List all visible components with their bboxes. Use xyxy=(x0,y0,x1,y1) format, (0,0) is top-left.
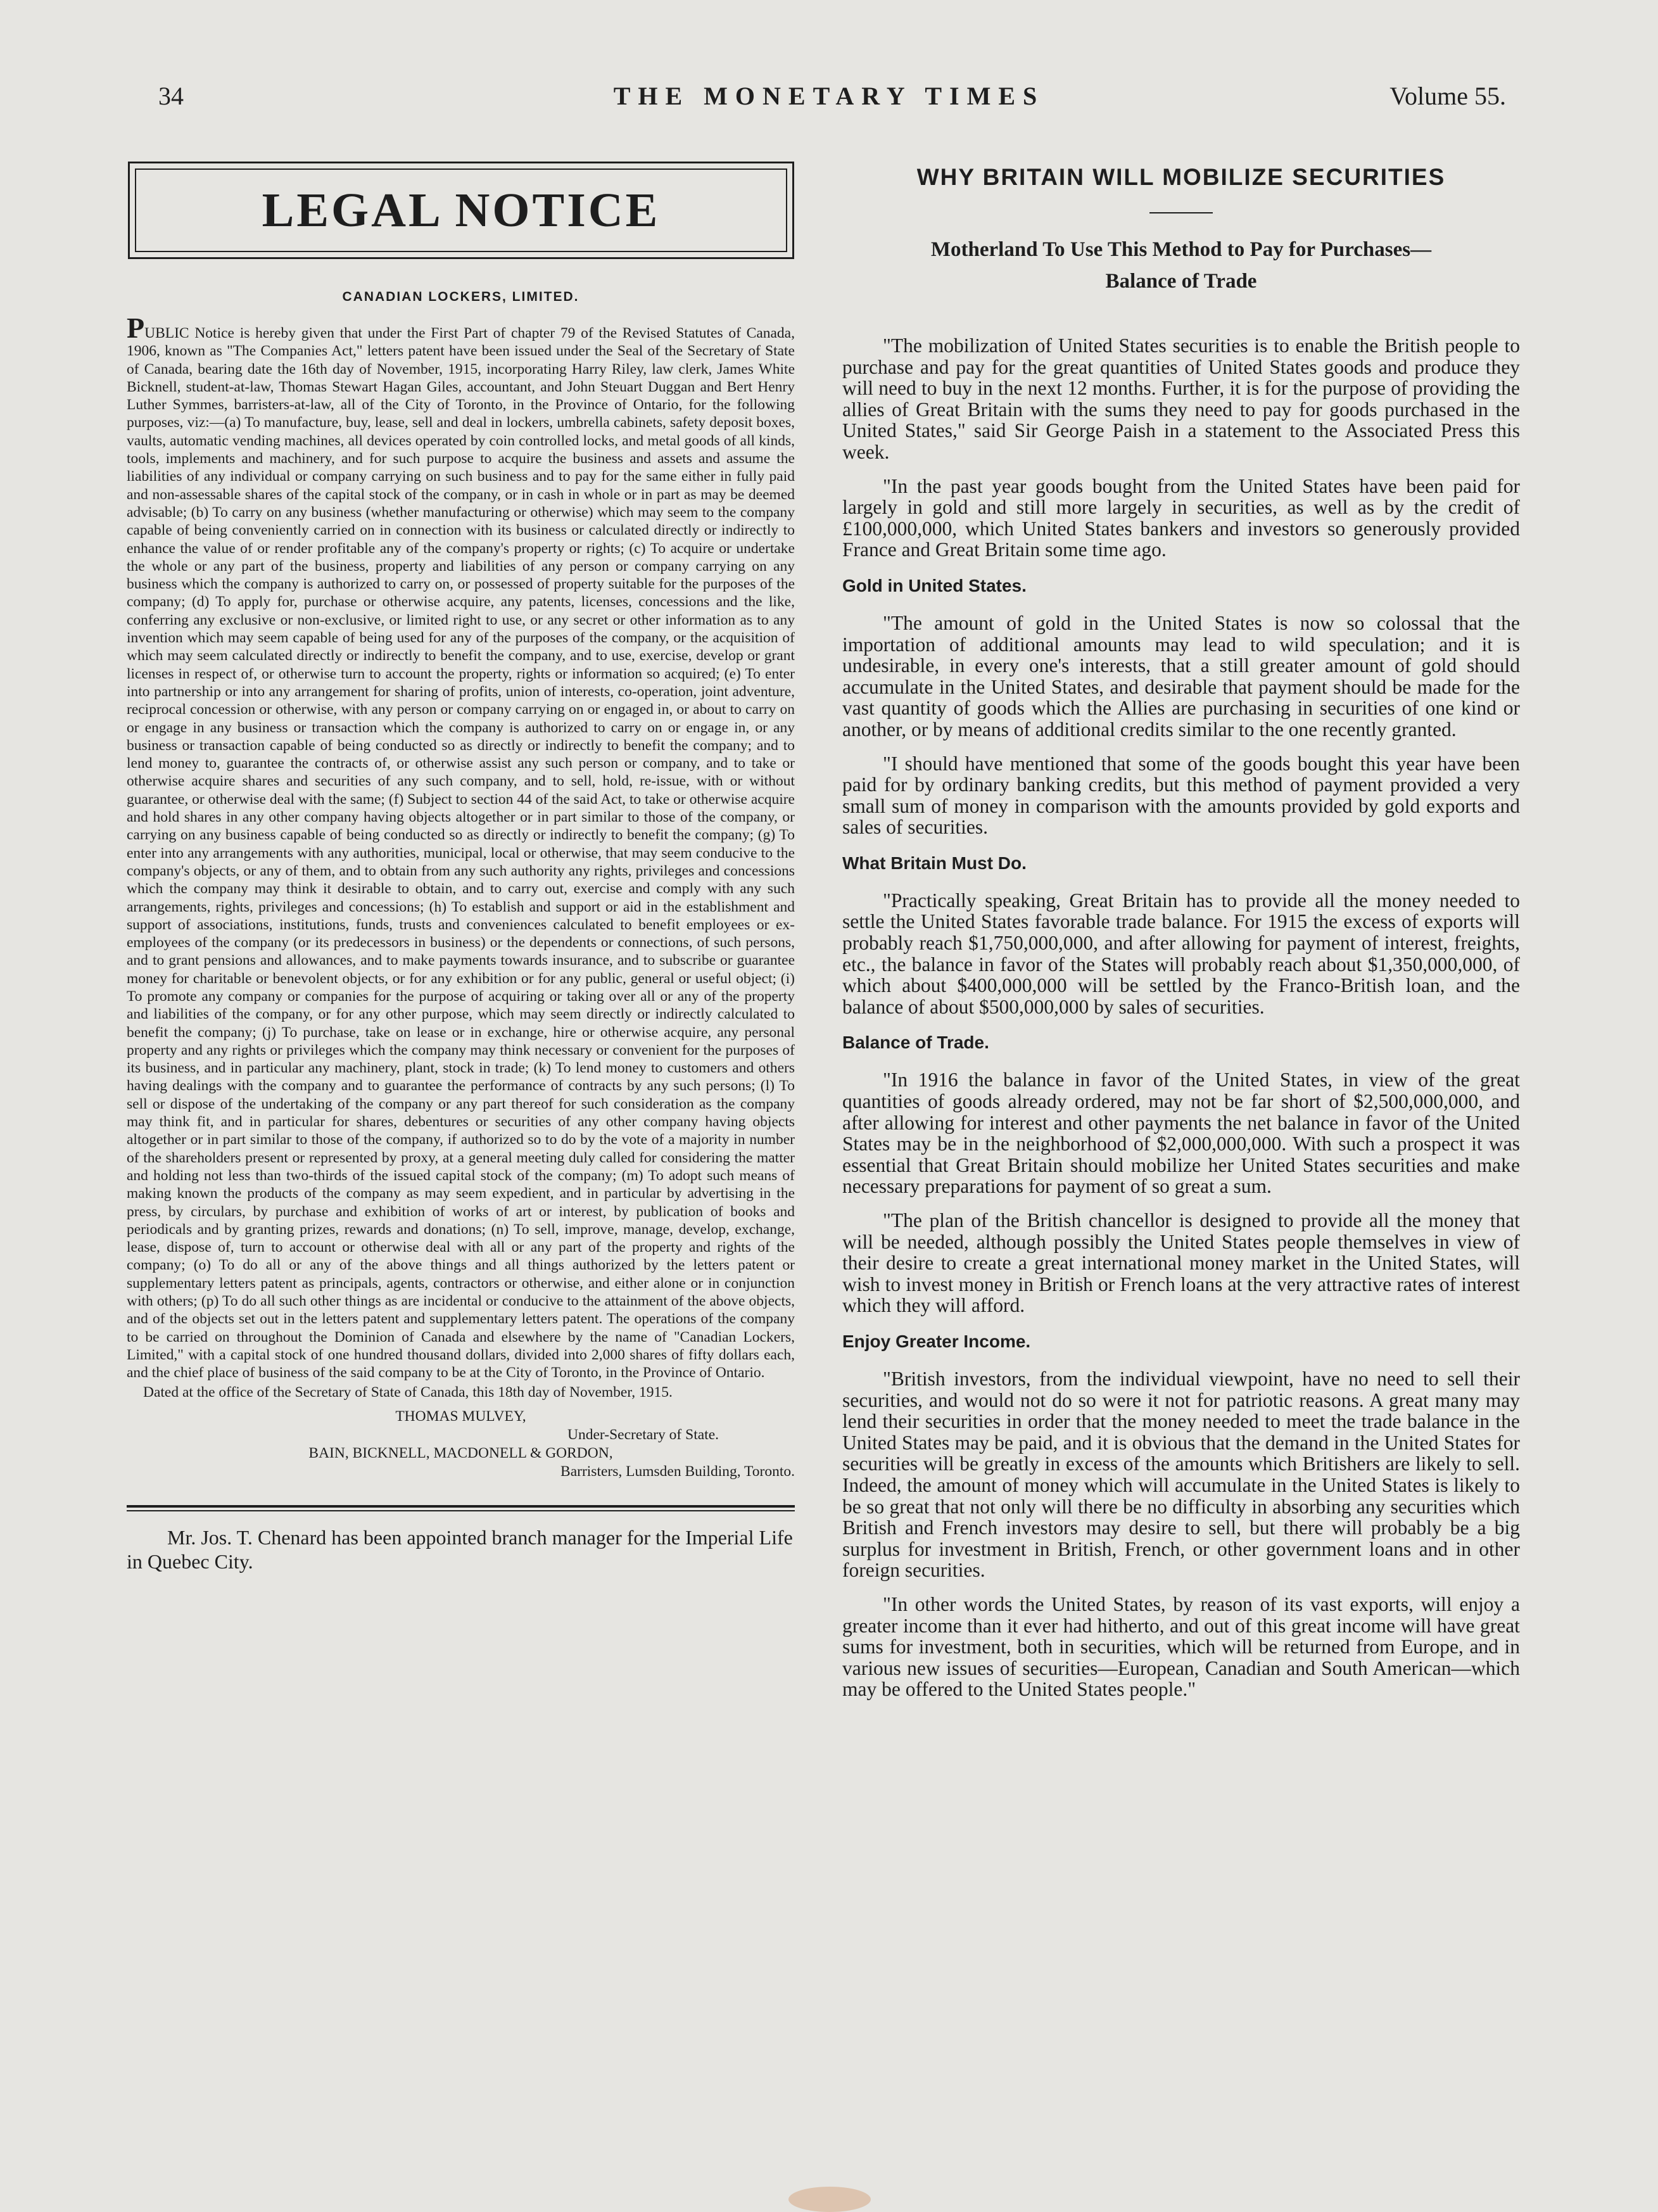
section-heading: What Britain Must Do. xyxy=(842,853,1027,873)
subhead-line-1: Motherland To Use This Method to Pay for Purchases— xyxy=(930,238,1432,261)
article-paragraph: "In other words the United States, by reason of its vast exports, will enjoy a greater income than it ever had hitherto, and out of this great income will have great sums for investment, both in securities, which will be returned from Europe, and in various new issues of securities—European, Canadian and South American—which may be offered to the United States people." xyxy=(842,1592,1520,1701)
legal-notice-text: UBLIC Notice is hereby given that under the First Part of chapter 79 of the Revised Statutes of Canada, 1906, known as "The Companies Act," letters patent have been issued under the Seal of the Secretary of State of Canada, bearing date the 16th day of November, 1915, incorporating Harry Riley, law clerk, James White Bicknell, student-at-law, Thomas Stewart Hagan Giles, accountant, and John Steuart Duggan and Bert Henry Luther Symmes, barristers-at-law, all of the City of Toronto, in the Province of Ontario, for the following purposes, viz:—(a) To manufacture, buy, lease, sell and deal in lockers, umbrella cabinets, safety deposit boxes, vaults, automatic vending machines, all devices operated by coin controlled locks, and metal goods of all kinds, tools, implements and machinery, and for such purpose to acquire the business and assets and assume the liabilities of any individual or company carrying on such business and to pay for the same either in fully paid and non-assessable shares of the capital stock of the company, or in cash in whole or in part as may be deemed advisable; (b) To carry on any business (whether manufacturing or otherwise) which may seem to the company capable of being conveniently carried on in connection with its business or calculated directly or indirectly to enhance the value of or render profitable any of the company's property or rights; (c) To acquire or undertake the whole or any part of the business, property and liabilities of any person or company carrying on any business which the company is authorized to carry on, or possessed of property suitable for the purposes of the company; (d) To apply for, purchase or otherwise acquire, any patents, licenses, concessions and the like, conferring any exclusive or non-exclusive, or limited right to use, or any secret or other information as to any invention which may seem capable of being used for any of the purposes of the company, or the acquisition of which may seem calculated directly or indirectly to benefit the company, and to use, exercise, develop or grant licenses in respect of, or otherwise turn to account the property, rights or information so acquired; (e) To enter into partnership or into any arrangement for sharing of profits, union of interests, co-operation, joint adventure, reciprocal concession or otherwise, with any person or company carrying on or engaged in, or about to carry on or engage in any business or transaction which the company is authorized to carry on or engage in, or any business or transaction capable of being conducted so as directly or indirectly to benefit the company; and to lend money to, guarantee the contracts of, or otherwise assist any such person or company, and to take or otherwise acquire shares and securities of any such company, and to sell, hold, re-issue, with or without guarantee, or otherwise deal with the same; (f) Subject to section 44 of the said Act, to take or otherwise acquire and hold shares in any other company having objects altogether or in part similar to those of the company, or carrying on any business capable of being conducted so as directly or indirectly to benefit the company; (g) To enter into any arrangements with any authorities, municipal, local or otherwise, that may seem conducive to the company's objects, or any of them, and to obtain from any such authority any rights, privileges and concessions which the company may think it desirable to obtain, and to carry out, exercise and comply with any such arrangements, rights, privileges and concessions; (h) To establish and support or aid in the establishment and support of associations, institutions, funds, trusts and conveniences calculated to benefit employees or ex-employees of the company (or its predecessors in business) or the dependents or connections, of such persons, and to grant pensions and allowances, and to make payments towards insurance, and to subscribe or guarantee money for charitable or benevolent objects, or for any exhibition or for any public, general or useful object; (i) To promote any company or companies for the purpose of acquiring or taking over all or any of the property and liabilities of the company, or for any other purpose, which may seem directly or indirectly calculated to benefit the company; (j) To purchase, take on lease or in exchange, hire or otherwise acquire, any personal property and any rights or privileges which the company may think necessary or convenient for the purposes of its business, and in particular any machinery, plant, stock in trade; (k) To lend money to customers and others having dealings with the company and to guarantee the performance of contracts by any such persons; (l) To sell or dispose of the undertaking of the company or any part thereof for such consideration as the company may think fit, and in particular for shares, debentures or securities of any other company having objects altogether or in part similar to those of the company, if authorized so to do by the vote of a majority in number of the shareholders present or represented by proxy, at a general meeting duly called for considering the matter and holding not less than two-thirds of the issued capital stock of the company; (m) To adopt such means of making known the products of the company as may seem expedient, and in particular by advertising in the press, by circulars, by purchase and exhibition of works of art or interest, by publication of books and periodicals and by granting prizes, rewards and donations; (n) To sell, improve, manage, develop, exchange, lease, dispose of, turn to account or otherwise deal with all or any part of the property and rights of the company; (o) To do all or any of the above things and all things authorized by the letters patent or supplementary letters patent as principals, agents, contractors or otherwise, and either alone or in conjunction with others; (p) To do all such other things as are incidental or conducive to the attainment of the above objects, and of the objects set out in the letters patent and supplementary letters patent. The operations of the company to be carried on throughout the Dominion of Canada and elsewhere by the name of "Canadian Lockers, Limited," with a capital stock of one hundred thousand dollars, divided into 2,000 shares of fifty dollars each, and the chief place of business of the said company to be at the City of Toronto, in the Province of Ontario. xyxy=(127,325,795,1382)
article-paragraph: "The mobilization of United States securities is to enable the British people to purchase and pay for the great quantities of United States goods and produce they will need to buy in the next 12 months. Further, it is for the purpose of providing the allies of Great Britain with the sums they need to pay for goods purchased in the United States," said Sir George Paish in a statement to the Associated Press this week. xyxy=(842,334,1520,463)
signature-block xyxy=(127,1408,795,1481)
page-smudge xyxy=(788,2187,871,2212)
page-header xyxy=(0,81,1658,125)
dated-line: Dated at the office of the Secretary of State of Canada, this 18th day of November, 1915. xyxy=(143,1383,673,1401)
article-paragraph: "British investors, from the individual viewpoint, have no need to sell their securities, and would not do so were it not for patriotic reasons. A great many may lend their securities in order that the money needed to meet the trade balance in the United States may be paid, and it is obvious that the demand in the United States for securities will be greatly in excess of the amounts which Britishers are likely to sell. Indeed, the amount of money which will accumulate in the United States is likely to be so great that not only will there be no difficulty in absorbing any securities which British and French investors may desire to sell, but there will probably be a big surplus for investment in British, French, or other government loans and in other foreign securities. xyxy=(842,1367,1520,1582)
article-paragraph: "Practically speaking, Great Britain has to provide all the money needed to settle the United States favorable trade balance. For 1915 the excess of exports will probably reach $1,750,000,000, and after allowing for payment of interest, freights, etc., the balance in favor of the States will probably reach about $1,350,000,000, of which about $400,000,000 will be settled by the Franco-British loan, and the balance of about $500,000,000 by sales of securities. xyxy=(842,889,1520,1018)
legal-notice-title: LEGAL NOTICE xyxy=(262,183,661,237)
appointment-note: Mr. Jos. T. Chenard has been appointed branch manager for the Imperial Life in Quebec City. xyxy=(127,1525,793,1573)
section-heading: Balance of Trade. xyxy=(842,1033,989,1053)
article-paragraph: "In the past year goods bought from the United States have been paid for largely in gold and still more largely in securities, as well as by the credit of £100,000,000, which United States bankers and investors so generously provided France and Great Britain some time ago. xyxy=(842,474,1520,561)
signatory-name: THOMAS MULVEY, xyxy=(395,1408,526,1425)
company-name: CANADIAN LOCKERS, LIMITED. xyxy=(342,289,579,304)
article-subhead xyxy=(842,234,1520,297)
article-paragraph: "I should have mentioned that some of the goods bought this year have been paid for by ordinary banking credits, but this method of payment provided a very small sum of money in comparison with the amounts provided by gold exports and sales of securities. xyxy=(842,752,1520,839)
section-divider xyxy=(127,1505,795,1511)
section-heading: Enjoy Greater Income. xyxy=(842,1331,1031,1351)
article-paragraph: "The amount of gold in the United States is now so colossal that the importation of additional amounts may lead to wild speculation; and it is undesirable, in every one's interests, that a still greater amount of gold should accumulate in the United States, and desirable that payment should be made for the vast quantity of goods which the Allies are purchasing in securities of one kind or another, or by means of additional credits similar to the one recently granted. xyxy=(842,611,1520,741)
article-headline: WHY BRITAIN WILL MOBILIZE SECURITIES xyxy=(916,164,1446,190)
legal-notice-title-box xyxy=(128,162,794,259)
volume-label: Volume 55. xyxy=(1389,82,1506,110)
legal-notice-body xyxy=(127,312,795,1382)
masthead: THE MONETARY TIMES xyxy=(613,82,1045,110)
article-column xyxy=(842,162,1520,2062)
section-heading: Gold in United States. xyxy=(842,575,1027,595)
legal-notice-title-frame xyxy=(135,168,787,252)
law-firm: BAIN, BICKNELL, MACDONELL & GORDON, xyxy=(308,1444,613,1461)
article-paragraph: "In 1916 the balance in favor of the United States, in view of the great quantities of goods already ordered, may not be far short of $2,500,000,000, and after allowing for interest and other payments the net balance in favor of the United States may be in the neighborhood of $2,000,000,000. With such a prospect it was essential that Great Britain should mobilize her United States securities and make necessary preparations for payment of so great a sum. xyxy=(842,1069,1520,1198)
legal-notice-column xyxy=(127,162,795,2049)
law-firm-address: Barristers, Lumsden Building, Toronto. xyxy=(560,1463,795,1480)
page-number: 34 xyxy=(158,82,184,110)
headline-rule xyxy=(1149,212,1213,213)
article-body xyxy=(842,335,1520,1700)
subhead-line-2: Balance of Trade xyxy=(1105,270,1257,293)
signatory-title: Under-Secretary of State. xyxy=(567,1426,719,1443)
article-paragraph: "The plan of the British chancellor is designed to provide all the money that will be needed, although possibly the United States people themselves in view of their desire to create a great international money market in the United States, will wish to invest money in British or French loans at the very attractive rates of interest which they will afford. xyxy=(842,1209,1520,1317)
drop-cap: P xyxy=(127,312,145,344)
